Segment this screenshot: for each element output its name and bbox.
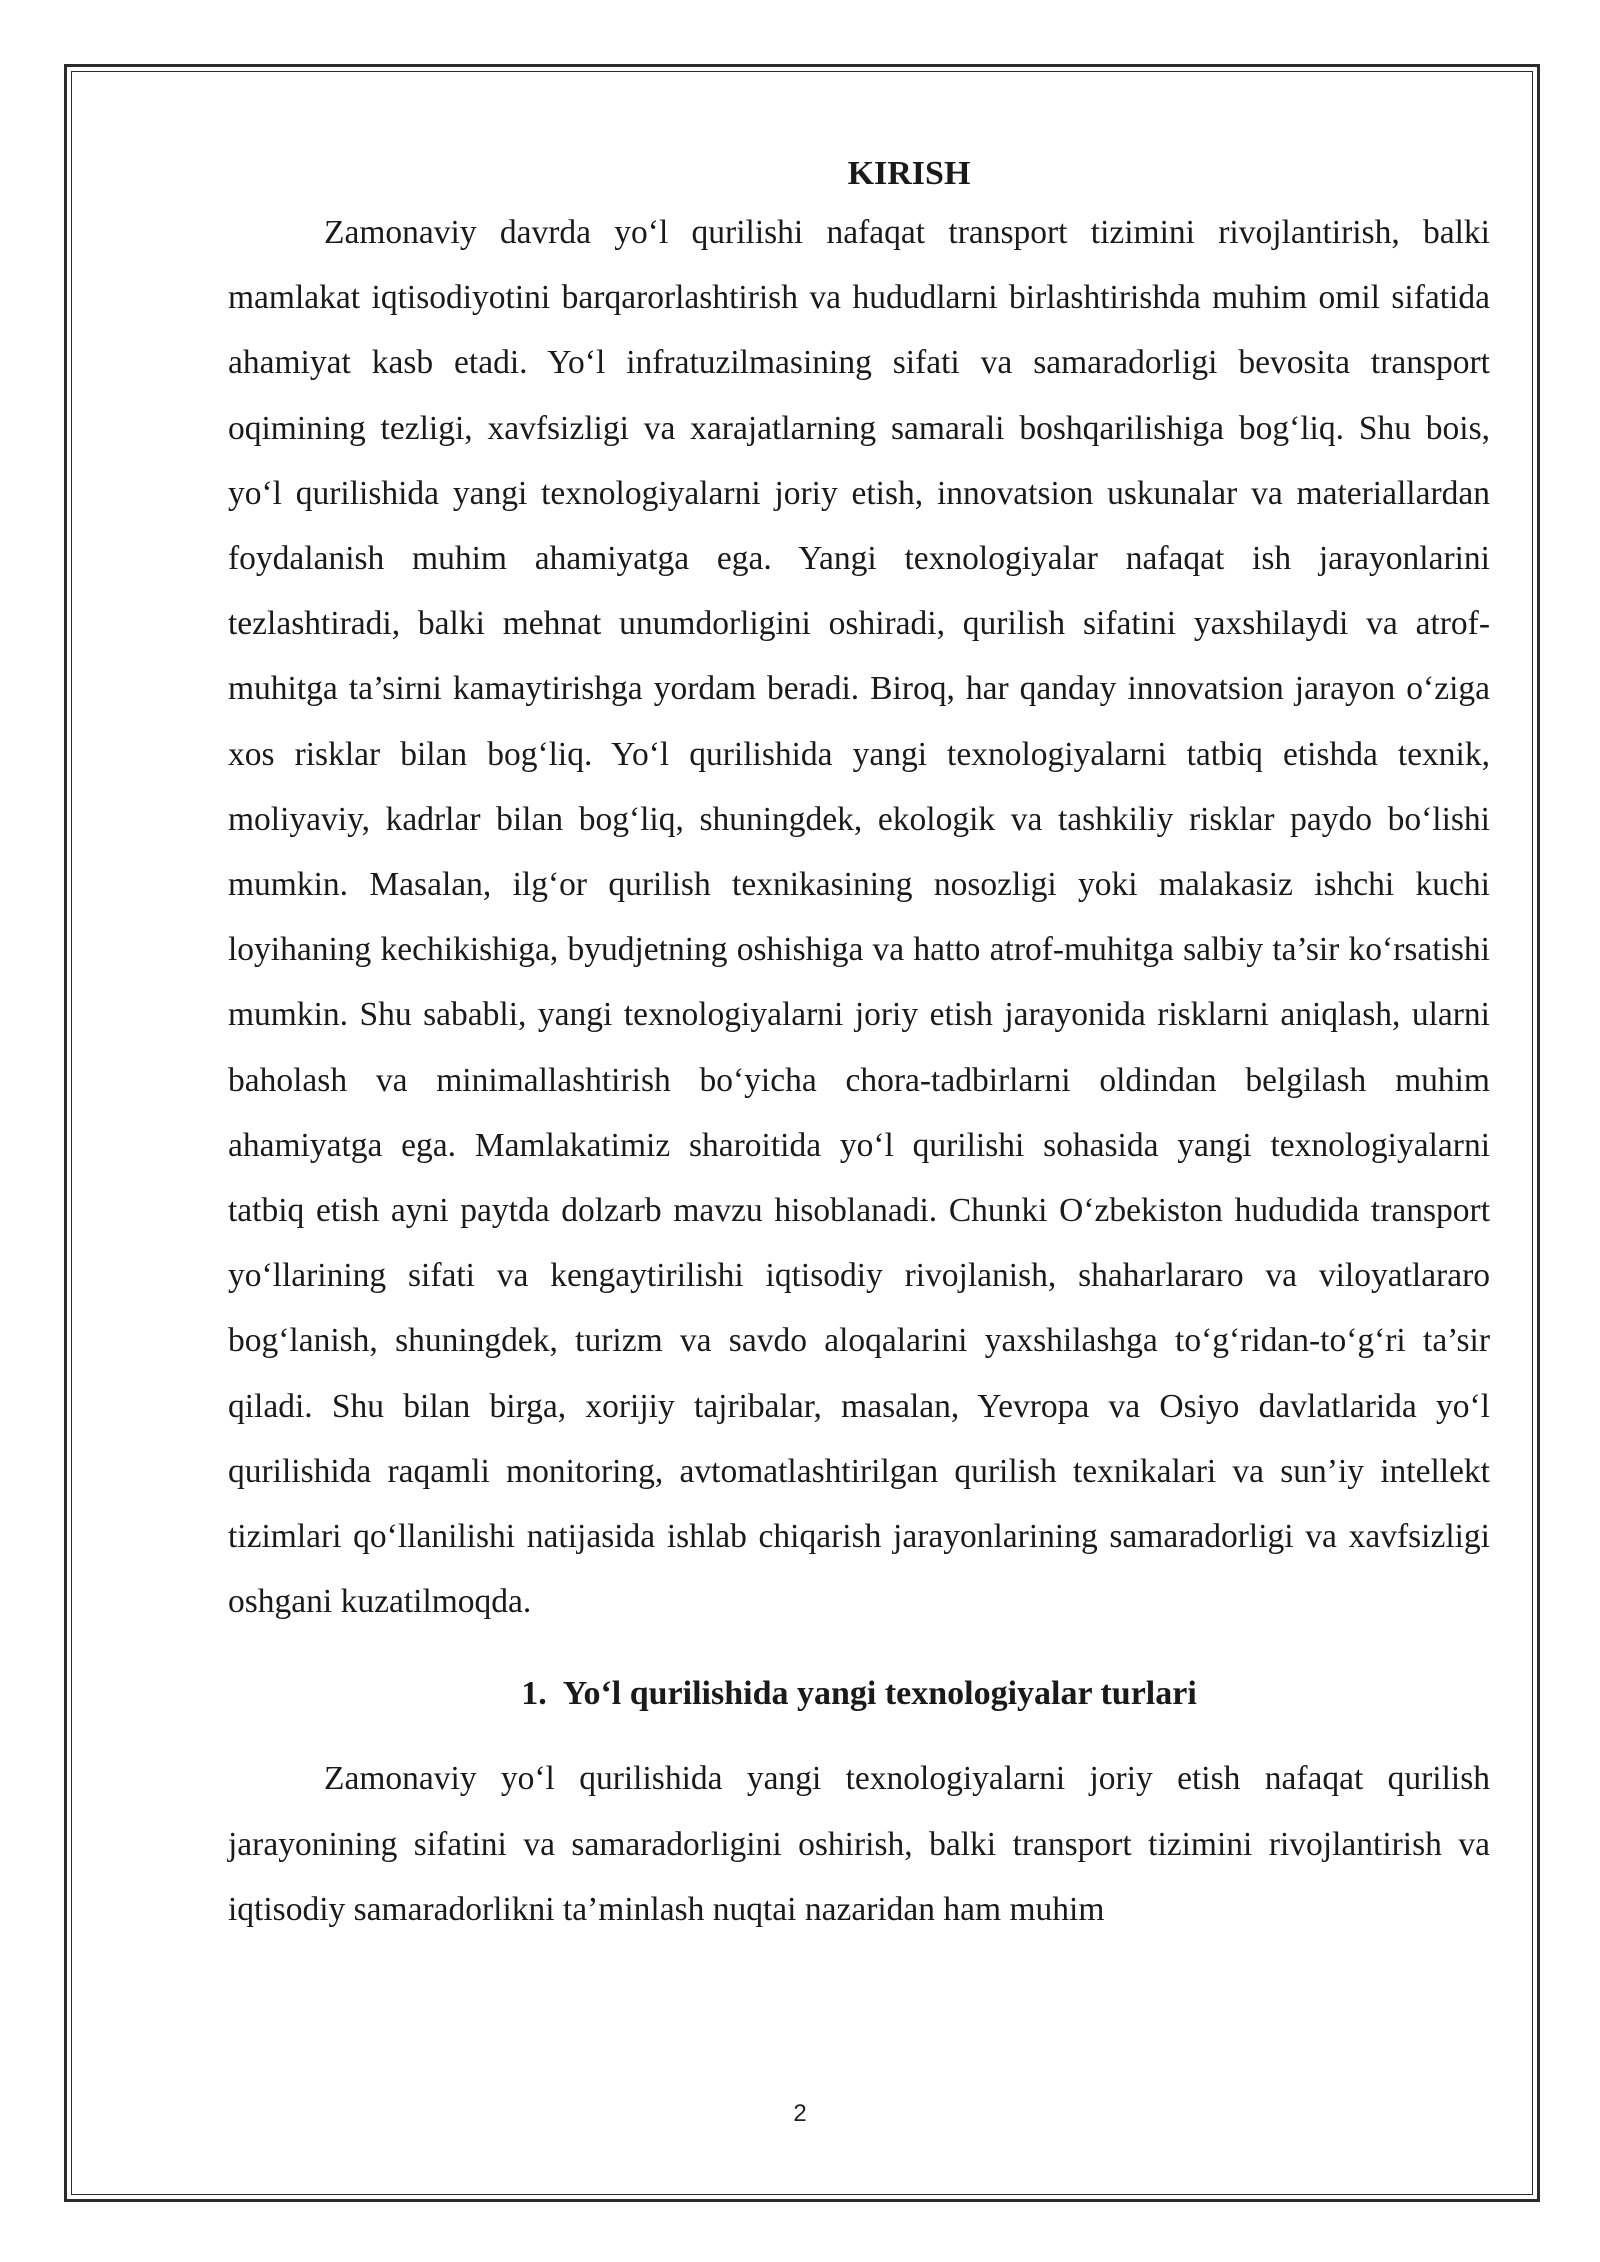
page-number: 2 xyxy=(793,2100,807,2127)
section-number: 1. xyxy=(521,1675,547,1713)
document-title: KIRISH xyxy=(847,155,971,192)
section-paragraph: Zamonaviy yo‘l qurilishida yangi texnologiyalarni joriy etish nafaqat qurilish jarayonining sifatini va samaradorligini oshirish, balki transport tizimini rivojlantirish va iqtisodiy samaradorlikni ta’minlash nuqtai nazaridan ham muhim xyxy=(228,1760,1490,1928)
section-title: Yo‘l qurilishida yangi texnologiyalar turlari xyxy=(562,1675,1197,1713)
section-heading xyxy=(228,1668,1490,1720)
intro-paragraph: Zamonaviy davrda yo‘l qurilishi nafaqat transport tizimini rivojlantirish, balki mamlakat iqtisodiyotini barqarorlashtirish va hududlarni birlashtirishda muhim omil sifatida ahamiyat kasb etadi. Yo‘l infratuzilmasining sifati va samaradorligi bevosita transport oqimining tezligi, xavfsizligi va xarajatlarning samarali boshqarilishiga bog‘liq. Shu bois, yo‘l qurilishida yangi texnologiyalarni joriy etish, innovatsion uskunalar va materiallardan foydalanish muhim ahamiyatga ega. Yangi texnologiyalar nafaqat ish jarayonlarini tezlashtiradi, balki mehnat unumdorligini oshiradi, qurilish sifatini yaxshilaydi va atrof-muhitga ta’sirni kamaytirishga yordam beradi. Biroq, har qanday innovatsion jarayon o‘ziga xos risklar bilan bog‘liq. Yo‘l qurilishida yangi texnologiyalarni tatbiq etishda texnik, moliyaviy, kadrlar bilan bog‘liq, shuningdek, ekologik va tashkiliy risklar paydo bo‘lishi mumkin. Masalan, ilg‘or qurilish texnikasining nosozligi yoki malakasiz ishchi kuchi loyihaning kechikishiga, byudjetning oshishiga va hatto atrof-muhitga salbiy ta’sir ko‘rsatishi mumkin. Shu sababli, yangi texnologiyalarni joriy etish jarayonida risklarni aniqlash, ularni baholash va minimallashtirish bo‘yicha chora-tadbirlarni oldindan belgilash muhim ahamiyatga ega. Mamlakatimiz sharoitida yo‘l qurilishi sohasida yangi texnologiyalarni tatbiq etish ayni paytda dolzarb mavzu hisoblanadi. Chunki O‘zbekiston hududida transport yo‘llarining sifati va kengaytirilishi iqtisodiy rivojlanish, shaharlararo va viloyatlararo bog‘lanish, shuningdek, turizm va savdo aloqalarini yaxshilashga to‘g‘ridan-to‘g‘ri ta’sir qiladi. Shu bilan birga, xorijiy tajribalar, masalan, Yevropa va Osiyo davlatlarida yo‘l qurilishida raqamli monitoring, avtomatlashtirilgan qurilish texnikalari va sun’iy intellekt tizimlari qo‘llanilishi natijasida ishlab chiqarish jarayonlarining samaradorligi va xavfsizligi oshgani kuzatilmoqda. xyxy=(228,214,1490,1621)
page-content xyxy=(228,148,1490,1942)
